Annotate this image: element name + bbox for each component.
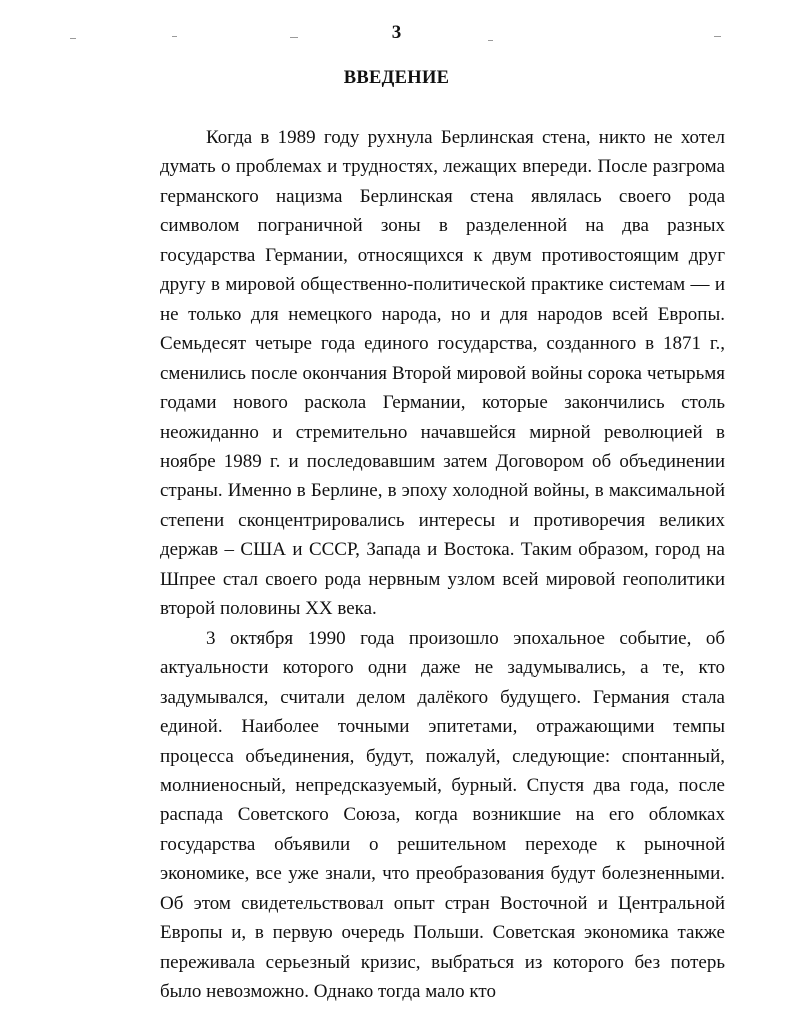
paragraph-1: Когда в 1989 году рухнула Берлинская стена, никто не хотел думать о проблемах и трудностях, лежащих впереди. После разгрома германского нацизма Берлинская стена являлась своего рода символом пограничной зоны в разделенной на два разных государства Германии, относящихся к двум противостоящим друг другу в мировой общественно-политической практике системам — и не только для немецкого народа, но и для народов всей Европы. Семьдесят четыре года единого государства, созданного в 1871 г., сменились после окончания Второй мировой войны сорока четырьмя годами нового раскола Германии, которые закончились столь неожиданно и стремительно начавшейся мирной революцией в ноябре 1989 г. и последовавшим затем Договором об объединении страны. Именно в Берлине, в эпоху холодной войны, в максимальной степени сконцентрировались интересы и противоречия великих держав – США и СССР, Запада и Востока. Таким образом, город на Шпрее стал своего рода нервным узлом всей мировой геополитики второй половины XX века. (160, 127, 725, 620)
page-number: 3 (391, 22, 402, 43)
body-text (160, 123, 725, 1007)
section-title: ВВЕДЕНИЕ (343, 68, 450, 88)
paragraph-2: 3 октября 1990 года произошло эпохальное событие, об актуальности которого одни даже не задумывались, а те, кто задумывался, считали делом далёкого будущего. Германия стала единой. Наиболее точными эпитетами, отражающими темпы процесса объединения, будут, пожалуй, следующие: спонтанный, молниеносный, непредсказуемый, бурный. Спустя два года, после распада Советского Союза, когда возникшие на его обломках государства объявили о решительном переходе к рыночной экономике, все уже знали, что преобразования будут болезненными. Об этом свидетельствовал опыт стран Восточной и Центральной Европы и, в первую очередь Польши. Советская экономика также переживала серьезный кризис, выбраться из которого без потерь было невозможно. Однако тогда мало кто (160, 627, 725, 1003)
